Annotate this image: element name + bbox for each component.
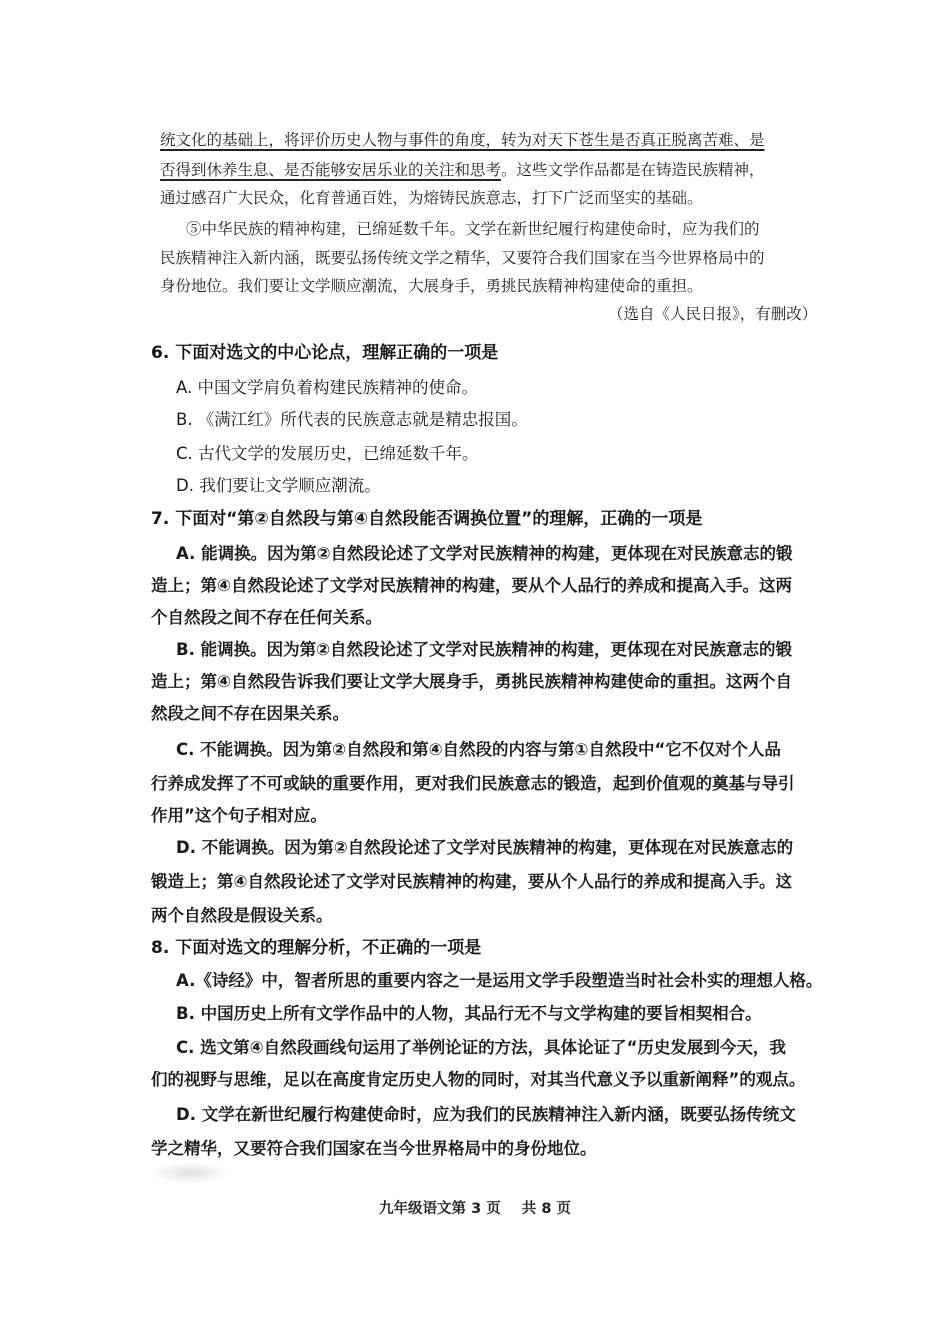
question-7-option-b-line-2: 造上；第④自然段告诉我们要让文学大展身手，勇挑民族精神构建使命的重担。这两个自 — [151, 672, 792, 691]
question-7-option-c-line-1: C. 不能调换。因为第②自然段和第④自然段的内容与第①自然段中“它不仅对个人品 — [176, 740, 781, 759]
question-6-option-d: D. 我们要让文学顺应潮流。 — [176, 476, 381, 495]
passage-source: （选自《人民日报》，有删改） — [608, 305, 818, 323]
question-7-stem: 7. 下面对“第②自然段与第④自然段能否调换位置”的理解，正确的一项是 — [151, 509, 703, 529]
page-footer — [0, 1197, 950, 1218]
footer-total-pages: 共 8 页 — [521, 1201, 571, 1217]
footer-page-number: 九年级语文第 3 页 — [379, 1201, 501, 1217]
question-7-option-a-line-1: A. 能调换。因为第②自然段论述了文学对民族精神的构建，更体现在对民族意志的锻 — [176, 544, 793, 563]
question-8-option-d-line-1: D. 文学在新世纪履行构建使命时，应为我们的民族精神注入新内涵，既要弘扬传统文 — [176, 1105, 796, 1124]
scan-smudge — [150, 1162, 230, 1184]
underlined-sentence: 否得到休养生息、是否能够安居乐业的关注和思考 — [160, 161, 502, 179]
question-8-option-a: A.《诗经》中，智者所思的重要内容之一是运用文学手段塑造当时社会朴实的理想人格。 — [176, 971, 823, 990]
question-7-option-b-line-3: 然段之间不存在因果关系。 — [151, 704, 349, 723]
question-6-option-c: C. 古代文学的发展历史，已绵延数千年。 — [176, 444, 479, 463]
question-8-stem: 8. 下面对选文的理解分析，不正确的一项是 — [151, 938, 482, 958]
question-7-option-b-line-1: B. 能调换。因为第②自然段论述了文学对民族精神的构建，更体现在对民族意志的锻 — [176, 640, 793, 659]
question-7-option-c-line-3: 作用”这个句子相对应。 — [151, 806, 327, 825]
question-8-option-b: B. 中国历史上所有文学作品中的人物，其品行无不与文学构建的要旨相契相合。 — [176, 1004, 762, 1023]
question-8-option-d-line-2: 学之精华，又要符合我们国家在当今世界格局中的身份地位。 — [151, 1139, 597, 1158]
question-7-option-d-line-1: D. 不能调换。因为第②自然段论述了文学对民族精神的构建，更体现在对民族意志的 — [176, 838, 794, 857]
passage-line-2 — [160, 158, 765, 180]
question-7-option-d-line-2: 锻造上；第④自然段论述了文学对民族精神的构建，要从个人品行的养成和提高入手。这 — [151, 872, 792, 891]
passage-line-3: 通过感召广大民众，化育普通百姓，为熔铸民族意志，打下广泛而坚实的基础。 — [160, 189, 703, 207]
passage-line-5: 民族精神注入新内涵，既要弘扬传统文学之精华，又要符合我们国家在当今世界格局中的 — [160, 249, 765, 267]
passage-line-2-rest: 。这些文学作品都是在铸造民族精神， — [501, 161, 765, 179]
passage-line-6: 身份地位。我们要让文学顺应潮流，大展身手，勇挑民族精神构建使命的重担。 — [160, 277, 703, 295]
question-7-option-a-line-2: 造上；第④自然段论述了文学对民族精神的构建，要从个人品行的养成和提高入手。这两 — [151, 576, 792, 595]
question-6-option-a: A. 中国文学肩负着构建民族精神的使命。 — [176, 378, 478, 397]
question-7-option-d-line-3: 两个自然段是假设关系。 — [151, 906, 333, 925]
question-7-option-a-line-3: 个自然段之间不存在任何关系。 — [151, 608, 382, 627]
question-6-stem: 6. 下面对选文的中心论点，理解正确的一项是 — [151, 343, 499, 363]
question-6-option-b: B. 《满江红》所代表的民族意志就是精忠报国。 — [176, 410, 528, 429]
question-7-option-c-line-2: 行养成发挥了不可或缺的重要作用，更对我们民族意志的锻造，起到价值观的奠基与导引 — [151, 774, 795, 793]
question-8-option-c-line-2: 们的视野与思维，足以在高度肯定历史人物的同时，对其当代意义予以重新阐释”的观点。 — [151, 1070, 806, 1089]
passage-line-4: ⑤中华民族的精神构建，已绵延数千年。文学在新世纪履行构建使命时，应为我们的 — [186, 220, 760, 238]
passage-line-1: 统文化的基础上，将评价历史人物与事件的角度，转为对天下苍生是否真正脱离苦难、是 — [160, 131, 765, 149]
question-8-option-c-line-1: C. 选文第④自然段画线句运用了举例论证的方法，具体论证了“历史发展到今天，我 — [176, 1038, 786, 1057]
